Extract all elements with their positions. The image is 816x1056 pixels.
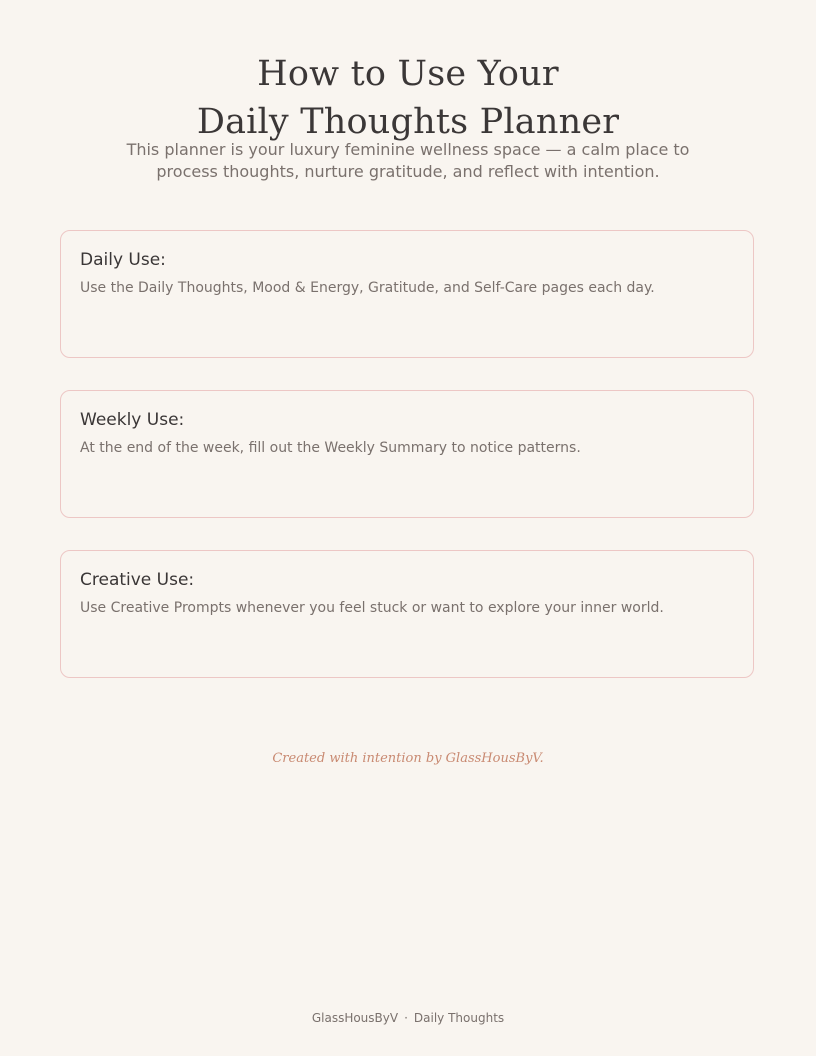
weekly-use-card [60,390,754,518]
daily-use-body: Use the Daily Thoughts, Mood & Energy, Gratitude, and Self-Care pages each day. [80,280,655,296]
creative-use-title: Creative Use: [80,570,195,590]
weekly-use-title: Weekly Use: [80,410,185,430]
page-title-line-2: Daily Thoughts Planner [196,102,620,142]
page-title [0,50,816,146]
daily-use-title: Daily Use: [80,250,166,270]
weekly-use-body: At the end of the week, fill out the Weekly Summary to notice patterns. [80,440,581,456]
daily-use-card [60,230,754,358]
footer-brand: GlassHousByV [311,1011,399,1025]
page-footer [0,1009,816,1027]
page-title-line-1: How to Use Your [257,54,559,94]
signature-line: Created with intention by GlassHousByV. [272,751,544,766]
footer-separator: · [404,1011,408,1025]
creative-use-body: Use Creative Prompts whenever you feel stuck or want to explore your inner world. [80,600,664,616]
creative-use-card [60,550,754,678]
footer-section: Daily Thoughts [413,1011,505,1025]
intro-text: This planner is your luxury feminine wellness space — a calm place to process thoughts, nurture gratitude, and reflect with intention. [126,140,690,181]
